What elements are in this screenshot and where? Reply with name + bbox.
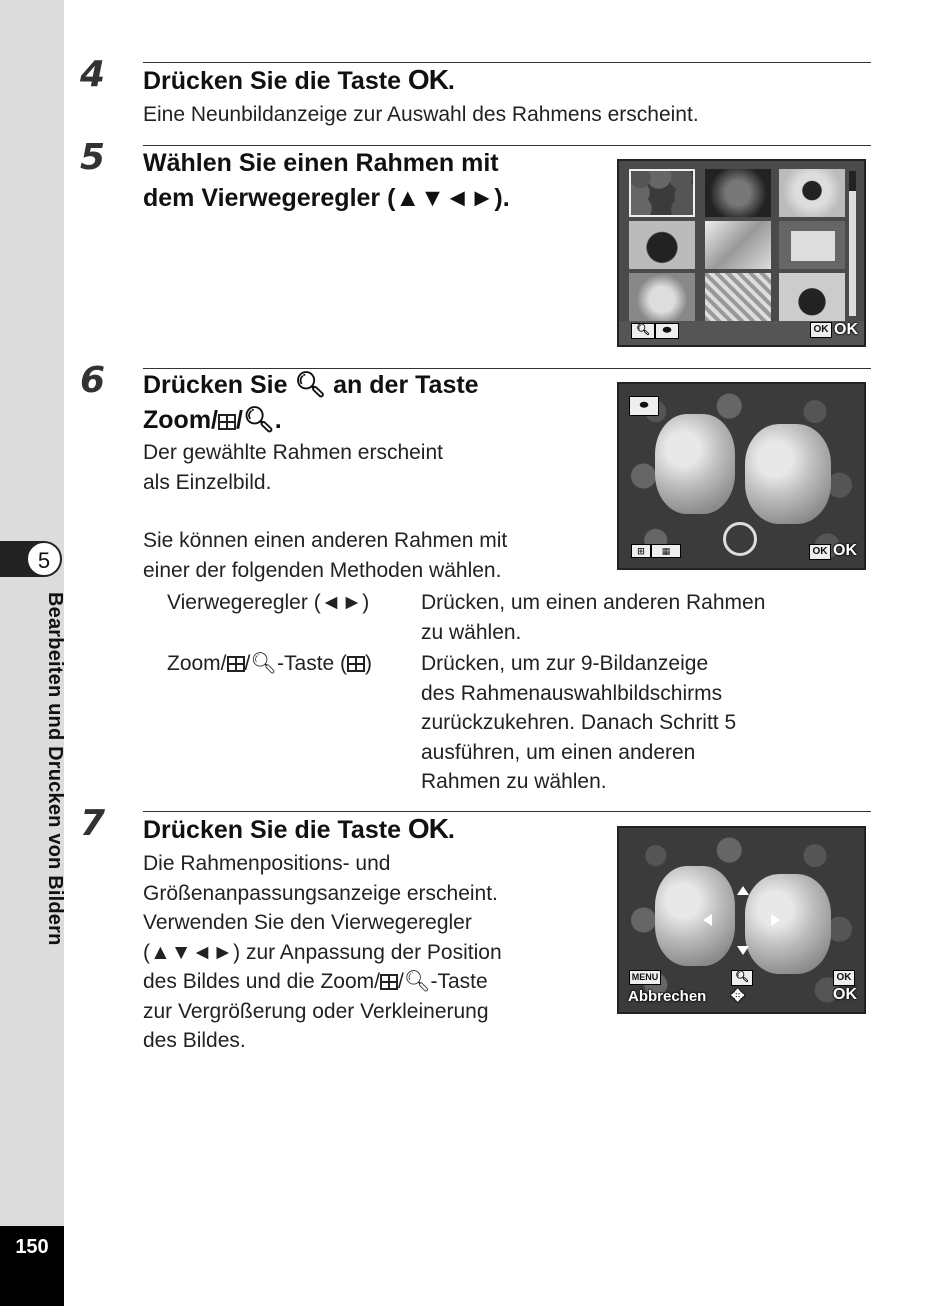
text: Drücken Sie [143,371,295,399]
text: . [274,406,282,434]
step-number: 5 [80,137,106,178]
step-body [143,849,502,1056]
step-number: 7 [80,803,106,844]
step-heading [143,62,455,99]
magnify-icon: 🔍︎ [631,323,655,339]
heading-line: Wählen Sie einen Rahmen mit [143,149,499,177]
step-heading [143,146,510,216]
scrollbar-thumb[interactable] [849,171,856,191]
grid-icon [227,656,245,672]
body-line: Größenanpassungsanzeige erscheint. [143,881,498,905]
desc-line: Drücken, um zur 9-Bildanzeige [421,652,709,675]
text: Zoom/ [167,652,227,675]
ok-label: OK [834,321,858,338]
ok-label: OK [833,986,857,1003]
text: Zoom/ [143,406,218,434]
step-body [143,438,443,497]
magnify-icon: 🔍︎ [403,970,431,993]
ok-chip: OK [833,970,855,986]
body-line: Der gewählte Rahmen erscheint [143,441,443,464]
desc-line: Rahmen zu wählen. [421,770,607,793]
body-line: Die Rahmenpositions- und [143,852,391,875]
step-heading [143,811,455,848]
text: / [244,652,251,675]
method-control [167,649,372,679]
frame-thumb[interactable] [629,273,695,321]
grid9-icon: ▦ [651,544,681,558]
body-line: Sie können einen anderen Rahmen mit [143,529,508,552]
text: an der Taste [326,371,479,399]
ok-chip: OK [810,322,832,338]
heading-text: Drücken Sie die Taste [143,67,408,95]
frame-preview-icon: ⬬ [655,323,679,339]
frame-thumb[interactable] [705,169,771,217]
grid-icon: ⊞ [631,544,651,558]
body-line: des Bildes. [143,1029,246,1052]
frame-preview-icon: ⬬ [629,396,659,416]
step-body: Eine Neunbildanzeige zur Auswahl des Rahmens erscheint. [143,103,699,126]
heading-text: Drücken Sie die Taste [143,816,408,844]
step-body [143,526,507,585]
cancel-label: Abbrechen [628,988,707,1005]
method-desc [421,588,765,647]
step-number: 4 [80,54,106,95]
desc-line: zurückzukehren. Danach Schritt 5 [421,711,737,734]
magnify-icon: 🔍︎ [294,371,327,399]
method-control: Vierwegeregler (◄►) [167,591,370,614]
scrollbar[interactable] [849,171,856,316]
page-number: 150 [15,1236,49,1258]
single-frame-screen [617,382,866,570]
arrow-right-icon [771,914,780,926]
body-line: (▲▼◄►) zur Anpassung der Position [143,940,502,964]
grid-icon [218,414,236,430]
text: / [236,406,243,434]
ok-label: OK [833,542,857,559]
photo-child-right [745,424,831,524]
body-line: einer der folgenden Methoden wählen. [143,558,502,582]
desc-line: zu wählen. [421,620,522,644]
frame-thumb[interactable] [705,221,771,269]
body-line: als Einzelbild. [143,470,272,494]
arrow-up-icon [737,886,749,895]
chapter-title: Bearbeiten und Drucken von Bildern [44,592,66,946]
body-line [143,967,502,997]
magnify-icon: 🔍︎ [731,970,753,986]
frame-position-screen [617,826,866,1014]
body-line: zur Vergrößerung oder Verkleinerung [143,999,489,1023]
ok-glyph: OK [407,64,448,95]
ok-chip: OK [809,544,831,560]
text: des Bildes und die Zoom/ [143,970,380,993]
grid-icon [380,974,398,990]
ok-glyph: OK [407,813,448,844]
desc-line: ausführen, um einen anderen [421,740,696,764]
frame-thumb[interactable] [705,273,771,321]
heading-line [143,368,479,403]
heading-end: . [447,67,455,95]
heading-line: dem Vierwegeregler (▲▼◄►). [143,184,510,212]
text: -Taste [430,970,488,993]
step-heading [143,368,479,438]
chapter-number: 5 [26,541,62,577]
frame-thumb[interactable] [779,273,845,321]
frame-thumb[interactable] [779,169,845,217]
grid-icon [347,656,365,672]
desc-line: Drücken, um einen anderen Rahmen [421,591,766,614]
body-line: Verwenden Sie den Vierwegeregler [143,911,472,934]
heading-end: . [447,816,455,844]
photo-child-left [655,414,735,514]
photo-child-left [655,866,735,966]
method-desc [421,649,736,797]
magnify-icon: 🔍︎ [250,652,278,675]
arrow-left-icon [703,914,712,926]
move-cross-icon: ✥ [731,988,745,1005]
frame-thumb[interactable] [779,221,845,269]
frame-selection-screen [617,159,866,347]
text: / [397,970,404,993]
frame-thumb[interactable] [629,221,695,269]
arrow-down-icon [737,946,749,955]
step-number: 6 [80,360,106,401]
text: -Taste ( [277,652,348,675]
photo-child-right [745,874,831,974]
menu-chip: MENU [629,970,661,985]
magnify-icon: 🔍︎ [242,406,275,434]
desc-line: des Rahmenauswahlbildschirms [421,681,723,705]
four-way-controller-icon [723,522,757,556]
text: ) [365,652,373,675]
frame-thumb[interactable] [629,169,695,217]
heading-line [143,403,479,438]
